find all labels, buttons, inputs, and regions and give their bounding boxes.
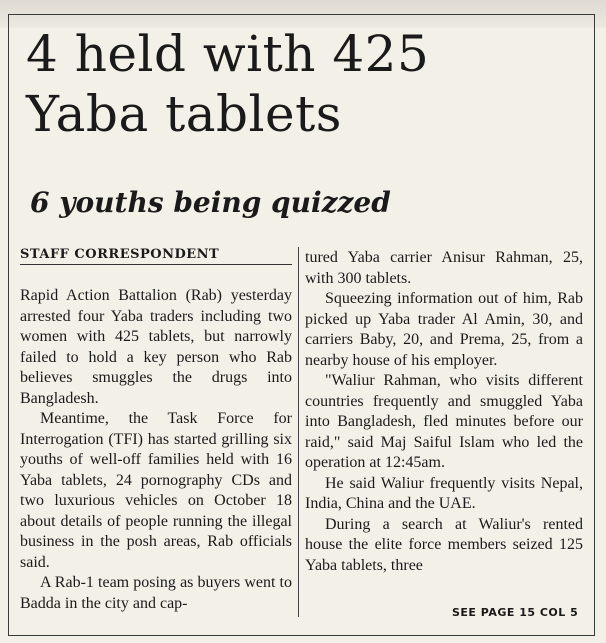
subheadline: 6 youths being quizzed xyxy=(30,186,391,219)
paragraph: A Rab-1 team posing as buyers went to Badda in the city and cap- xyxy=(20,574,292,612)
headline-line-1: 4 held with 425 xyxy=(26,25,430,83)
continued-on-label: SEE PAGE 15 COL 5 xyxy=(452,606,579,619)
paragraph: tured Yaba carrier Anisur Rahman, 25, with 300 tablets. xyxy=(305,249,583,287)
paragraph: During a search at Waliur's rented house the elite force members seized 125 Yaba tablets, three xyxy=(305,515,583,574)
paragraph: "Waliur Rahman, who visits different countries frequently and smuggled Yaba into Bangladesh, fled minutes before our raid," said Maj Saiful Islam who led the operation at 12:45am. xyxy=(305,372,583,471)
paragraph: Meantime, the Task Force for Interrogation (TFI) has started grilling six youths of well-off families held with 16 Yaba tablets, 24 pornography CDs and two luxurious vehicles on October 18 about details of people running the illegal business in the posh areas, Rab officials said. xyxy=(20,410,292,571)
paragraph: Rapid Action Battalion (Rab) yesterday arrested four Yaba traders including two women with 425 tablets, but narrowly failed to hold a key person who Rab believes smuggles the drugs into Bangladesh. xyxy=(20,287,292,407)
paragraph: Squeezing information out of him, Rab picked up Yaba trader Al Amin, 30, and carriers Baby, 20, and Prema, 25, from a nearby house of his employer. xyxy=(305,290,583,369)
article-column-2 xyxy=(305,248,583,576)
article-column-1 xyxy=(20,286,292,614)
byline: STAFF CORRESPONDENT xyxy=(20,247,292,265)
headline xyxy=(26,24,586,144)
paragraph: He said Waliur frequently visits Nepal, India, China and the UAE. xyxy=(305,474,583,512)
headline-line-2: Yaba tablets xyxy=(26,85,342,143)
column-divider xyxy=(298,247,299,617)
